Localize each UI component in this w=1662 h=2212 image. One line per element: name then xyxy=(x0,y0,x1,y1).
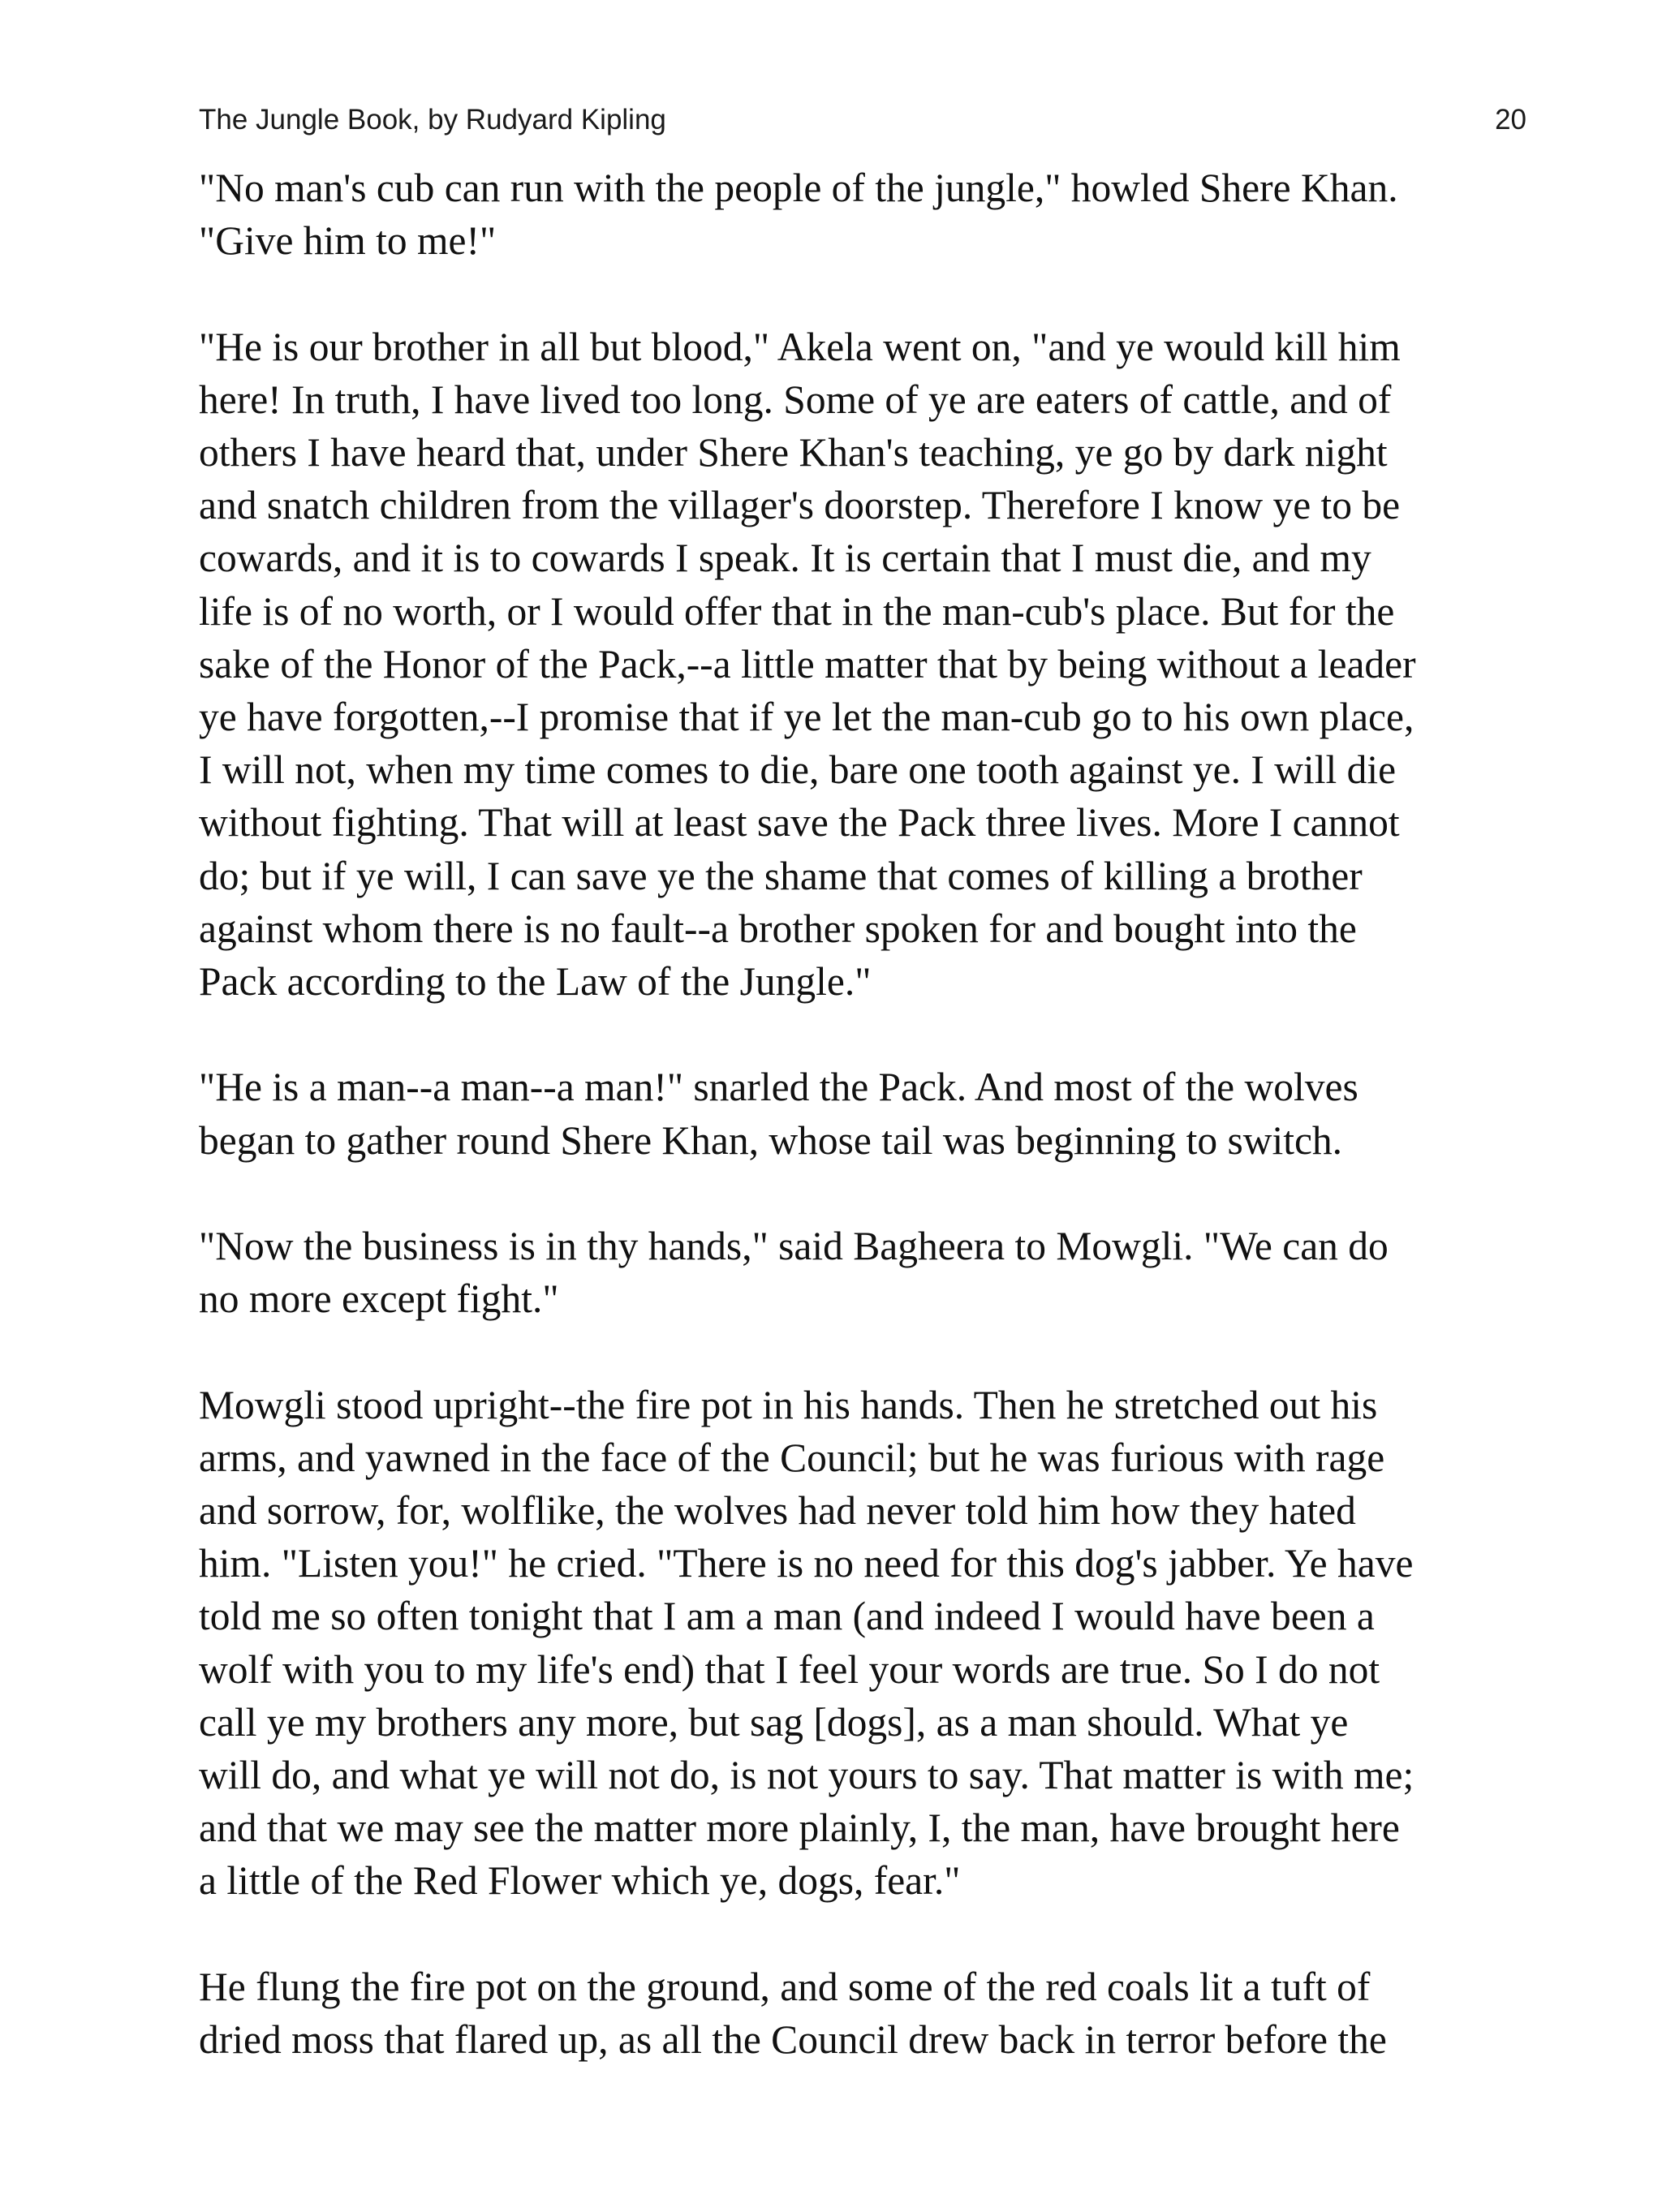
text-line: here! In truth, I have lived too long. Some of ye are eaters of cattle, and of xyxy=(199,377,1392,422)
text-line: "He is our brother in all but blood," Akela went on, "and ye would kill him xyxy=(199,324,1401,369)
page-number: 20 xyxy=(1495,104,1526,136)
text-line: Pack according to the Law of the Jungle." xyxy=(199,959,872,1005)
text-line: and that we may see the matter more plainly, I, the man, have brought here xyxy=(199,1805,1400,1851)
text-line: I will not, when my time comes to die, bare one tooth against ye. I will die xyxy=(199,747,1397,793)
text-line: "No man's cub can run with the people of the jungle," howled Shere Khan. xyxy=(199,166,1398,210)
text-line: Mowgli stood upright--the fire pot in his hands. Then he stretched out his xyxy=(199,1382,1378,1427)
text-line: call ye my brothers any more, but sag [dogs], as a man should. What ye xyxy=(199,1699,1349,1745)
paragraph xyxy=(199,1061,1595,1166)
text-line: against whom there is no fault--a brother spoken for and bought into the xyxy=(199,906,1357,951)
text-line: without fighting. That will at least save the Pack three lives. More I cannot xyxy=(199,800,1400,846)
page-header xyxy=(199,102,1526,138)
text-line: began to gather round Shere Khan, whose tail was beginning to switch. xyxy=(199,1117,1343,1163)
text-line: others I have heard that, under Shere Khan's teaching, ye go by dark night xyxy=(199,430,1388,475)
text-line: told me so often tonight that I am a man (and indeed I would have been a xyxy=(199,1594,1375,1639)
text-line: He flung the fire pot on the ground, and some of the red coals lit a tuft of xyxy=(199,1964,1371,2009)
text-line: ye have forgotten,--I promise that if ye let the man-cub go to his own place, xyxy=(199,695,1414,740)
paragraph xyxy=(199,161,1595,267)
paragraph xyxy=(199,1379,1595,1908)
paragraph xyxy=(199,321,1595,1009)
text-line: "Now the business is in thy hands," said Bagheera to Mowgli. "We can do xyxy=(199,1224,1389,1269)
body-text xyxy=(199,161,1595,2119)
text-line: life is of no worth, or I would offer that in the man-cub's place. But for the xyxy=(199,588,1395,634)
text-line: sake of the Honor of the Pack,--a little matter that by being without a leader xyxy=(199,641,1416,686)
text-line: dried moss that flared up, as all the Council drew back in terror before the xyxy=(199,2017,1387,2063)
running-title: The Jungle Book, by Rudyard Kipling xyxy=(199,104,666,136)
text-line: and snatch children from the villager's doorstep. Therefore I know ye to be xyxy=(199,483,1401,528)
paragraph xyxy=(199,1960,1595,2066)
paragraph xyxy=(199,1220,1595,1325)
text-line: him. "Listen you!" he cried. "There is no need for this dog's jabber. Ye have xyxy=(199,1541,1414,1586)
text-line: a little of the Red Flower which ye, dogs, fear." xyxy=(199,1858,961,1904)
text-line: "Give him to me!" xyxy=(199,218,497,264)
text-line: and sorrow, for, wolflike, the wolves had never told him how they hated xyxy=(199,1488,1356,1534)
text-line: will do, and what ye will not do, is not yours to say. That matter is with me; xyxy=(199,1753,1414,1798)
text-line: do; but if ye will, I can save ye the shame that comes of killing a brother xyxy=(199,853,1363,898)
text-line: no more except fight." xyxy=(199,1276,559,1322)
text-line: arms, and yawned in the face of the Council; but he was furious with rage xyxy=(199,1435,1385,1480)
text-line: "He is a man--a man--a man!" snarled the Pack. And most of the wolves xyxy=(199,1065,1358,1110)
text-line: wolf with you to my life's end) that I feel your words are true. So I do not xyxy=(199,1646,1380,1692)
text-line: cowards, and it is to cowards I speak. It is certain that I must die, and my xyxy=(199,536,1371,581)
